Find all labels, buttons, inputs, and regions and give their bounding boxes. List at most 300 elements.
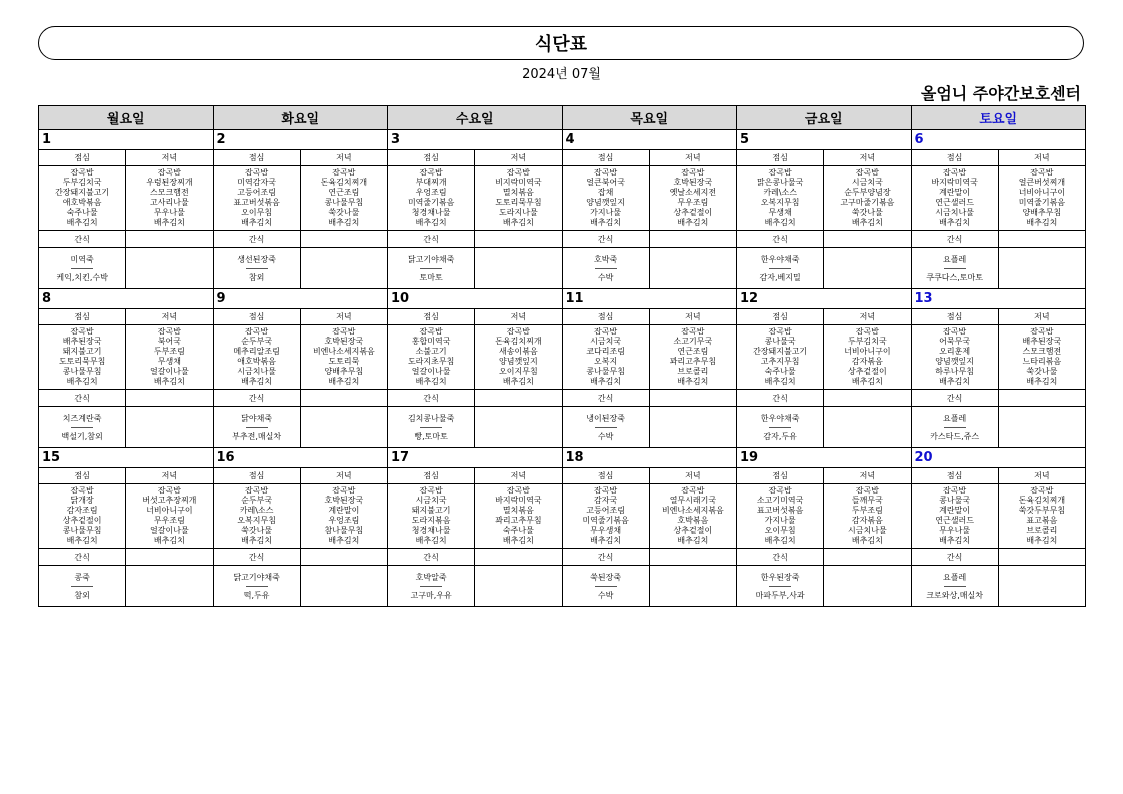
menu-item: 시금치국 bbox=[851, 178, 883, 187]
dinner-menu bbox=[998, 166, 1085, 231]
dinner-label: 저녁 bbox=[649, 309, 736, 325]
dinner-label: 저녁 bbox=[300, 150, 387, 166]
menu-item: 오복지무침 bbox=[760, 198, 800, 207]
menu-item: 비지락미역국 bbox=[495, 178, 542, 187]
menu-item: 브로콜리 bbox=[677, 367, 709, 376]
menu-item: 배추김치 bbox=[502, 377, 534, 386]
dinner-menu bbox=[824, 484, 911, 549]
menu-item: 잡곡밥 bbox=[419, 327, 443, 336]
center-name: 올엄니 주야간보호센터 bbox=[920, 84, 1081, 103]
snack-item: 치즈계란죽 bbox=[62, 413, 102, 423]
menu-item: 오이무침 bbox=[764, 526, 796, 535]
lunch-label: 점심 bbox=[213, 150, 300, 166]
meal-label-row bbox=[39, 150, 1086, 166]
snack-item: 수박 bbox=[597, 431, 614, 441]
menu-item: 돼지불고기 bbox=[411, 506, 451, 515]
menu-item: 소불고기 bbox=[415, 347, 447, 356]
menu-item: 계란말이 bbox=[939, 506, 971, 515]
menu-item: 얼갈이나물 bbox=[150, 526, 189, 535]
snack-label: 간식 bbox=[388, 390, 475, 407]
date-number: 1 bbox=[39, 130, 214, 150]
lunch-label: 점심 bbox=[39, 468, 126, 484]
menu-item: 순두부국 bbox=[241, 337, 273, 346]
menu-item: 소고기미역국 bbox=[756, 496, 804, 505]
lunch-label: 점심 bbox=[213, 468, 300, 484]
menu-item: 잡곡밥 bbox=[768, 486, 792, 495]
snack-divider bbox=[769, 268, 791, 269]
menu-item: 카레\소스 bbox=[763, 188, 797, 197]
snack-empty bbox=[300, 407, 387, 448]
menu-item: 숙주나물 bbox=[66, 208, 98, 217]
dinner-label: 저녁 bbox=[300, 468, 387, 484]
lunch-label: 점심 bbox=[911, 309, 998, 325]
menu-item: 청경채나물 bbox=[411, 208, 451, 217]
menu-item: 계란말이 bbox=[939, 188, 971, 197]
menu-item: 고사리나물 bbox=[150, 198, 189, 207]
dinner-menu bbox=[824, 325, 911, 390]
menu-item: 배추김치 bbox=[153, 536, 185, 545]
menu-item: 가지나물 bbox=[764, 516, 796, 525]
menu-item: 표고볶음 bbox=[1026, 516, 1058, 525]
snack-label: 간식 bbox=[911, 231, 998, 248]
menu-item: 콩나물무침 bbox=[62, 526, 102, 535]
menu-item: 꽈리고추무침 bbox=[495, 516, 542, 525]
menu-item: 배추김치 bbox=[328, 218, 360, 227]
menu-item: 잡곡밥 bbox=[855, 486, 879, 495]
lunch-menu bbox=[213, 166, 300, 231]
weekday-wednesday: 수요일 bbox=[388, 106, 563, 130]
snack-divider bbox=[420, 268, 442, 269]
lunch-label: 점심 bbox=[388, 309, 475, 325]
snack-item: 수박 bbox=[597, 272, 614, 282]
menu-item: 콩나물무침 bbox=[586, 367, 625, 376]
menu-item: 북어국 bbox=[157, 337, 181, 346]
dinner-label: 저녁 bbox=[126, 468, 213, 484]
lunch-menu bbox=[39, 484, 126, 549]
menu-item: 잡곡밥 bbox=[943, 168, 967, 177]
menu-item: 호박된장국 bbox=[324, 496, 364, 505]
menu-item: 잡곡밥 bbox=[594, 486, 618, 495]
menu-item: 돈육김치찌개 bbox=[1018, 496, 1066, 505]
lunch-label: 점심 bbox=[39, 150, 126, 166]
weekday-header-row bbox=[39, 106, 1086, 130]
menu-item: 꽈리고추무침 bbox=[669, 357, 717, 366]
snack-menu bbox=[562, 407, 649, 448]
snack-label-empty bbox=[300, 390, 387, 407]
snack-item: 한우야채죽 bbox=[760, 413, 800, 423]
lunch-menu bbox=[388, 484, 475, 549]
snack-item: 크로와상,매실차 bbox=[926, 590, 983, 600]
menu-item: 잡곡밥 bbox=[506, 168, 530, 177]
menu-row bbox=[39, 484, 1086, 549]
dinner-label: 저녁 bbox=[998, 309, 1085, 325]
snack-label-empty bbox=[475, 390, 562, 407]
snack-item: 마파두부,사과 bbox=[755, 590, 805, 600]
page-title bbox=[38, 26, 1084, 60]
snack-item: 감자,베지밀 bbox=[759, 272, 801, 282]
snack-item: 닭고기야채죽 bbox=[407, 254, 455, 264]
menu-item: 도라지나물 bbox=[499, 208, 538, 217]
week-date-row bbox=[39, 289, 1086, 309]
menu-item: 연근샐러드 bbox=[935, 198, 974, 207]
menu-item: 배추김치 bbox=[851, 218, 883, 227]
lunch-menu bbox=[388, 325, 475, 390]
menu-item: 멸치볶음 bbox=[502, 506, 534, 515]
snack-label-empty bbox=[998, 549, 1085, 566]
snack-label: 간식 bbox=[737, 231, 824, 248]
menu-item: 무우조림 bbox=[153, 516, 185, 525]
snack-item: 참외 bbox=[248, 272, 265, 282]
weekday-saturday: 토요일 bbox=[911, 106, 1086, 130]
menu-item: 감자볶음 bbox=[851, 516, 883, 525]
snack-item: 요플레 bbox=[943, 413, 967, 423]
menu-item: 잡곡밥 bbox=[157, 327, 181, 336]
lunch-menu bbox=[213, 325, 300, 390]
menu-item: 잡곡밥 bbox=[681, 327, 705, 336]
menu-item: 호박볶음 bbox=[677, 516, 709, 525]
menu-item: 오리훈제 bbox=[939, 347, 971, 356]
snack-item: 요플레 bbox=[943, 254, 967, 264]
menu-item: 순두부국 bbox=[241, 496, 273, 505]
menu-item: 배추김치 bbox=[851, 377, 883, 386]
snack-divider bbox=[71, 268, 93, 269]
snack-item: 수박 bbox=[597, 590, 614, 600]
snack-empty bbox=[475, 248, 562, 289]
snack-menu bbox=[388, 407, 475, 448]
lunch-menu bbox=[911, 166, 998, 231]
snack-empty bbox=[998, 566, 1085, 607]
snack-divider bbox=[71, 427, 93, 428]
menu-item: 배추김치 bbox=[415, 218, 447, 227]
menu-item: 무생채 bbox=[157, 357, 181, 366]
snack-item: 쑥된장죽 bbox=[590, 572, 622, 582]
menu-item: 잡곡밥 bbox=[245, 168, 269, 177]
snack-item: 요플레 bbox=[943, 572, 967, 582]
menu-item: 배추김치 bbox=[764, 218, 796, 227]
snack-item: 빵,토마토 bbox=[414, 431, 448, 441]
menu-item: 잡곡밥 bbox=[157, 486, 181, 495]
lunch-label: 점심 bbox=[562, 468, 649, 484]
menu-item: 얼갈이나물 bbox=[411, 367, 451, 376]
menu-item: 잡곡밥 bbox=[70, 486, 94, 495]
menu-item: 간장돼지불고기 bbox=[55, 188, 110, 197]
menu-item: 바지락미역국 bbox=[931, 178, 978, 187]
snack-menu bbox=[39, 566, 126, 607]
lunch-label: 점심 bbox=[388, 150, 475, 166]
lunch-menu bbox=[737, 166, 824, 231]
menu-item: 잡곡밥 bbox=[768, 168, 792, 177]
menu-item: 오복지 bbox=[594, 357, 618, 366]
menu-item: 두부김치국 bbox=[62, 178, 102, 187]
menu-item: 배추김치 bbox=[66, 218, 98, 227]
snack-item: 냉이된장죽 bbox=[586, 413, 625, 423]
menu-item: 잡곡밥 bbox=[332, 327, 356, 336]
snack-menu bbox=[562, 248, 649, 289]
menu-item: 느타리볶음 bbox=[1022, 357, 1062, 366]
menu-item: 배추김치 bbox=[153, 218, 185, 227]
snack-label-empty bbox=[300, 549, 387, 566]
lunch-label: 점심 bbox=[911, 468, 998, 484]
snack-item: 생선된장죽 bbox=[237, 254, 276, 264]
snack-label-empty bbox=[475, 549, 562, 566]
snack-divider bbox=[595, 427, 617, 428]
menu-item: 배추김치 bbox=[764, 377, 796, 386]
menu-item: 쑥갓나물 bbox=[328, 208, 360, 217]
snack-item: 한우야채죽 bbox=[760, 254, 800, 264]
snack-item: 케익,치킨,수박 bbox=[56, 272, 108, 282]
menu-item: 상추겉절이 bbox=[848, 367, 887, 376]
menu-item: 애호박볶음 bbox=[237, 357, 276, 366]
menu-item: 도라지초무침 bbox=[407, 357, 455, 366]
date-number: 20 bbox=[911, 448, 1086, 468]
snack-empty bbox=[475, 566, 562, 607]
weekday-tuesday: 화요일 bbox=[213, 106, 388, 130]
snack-divider bbox=[769, 586, 791, 587]
date-number: 16 bbox=[213, 448, 388, 468]
menu-item: 돈육김치찌개 bbox=[495, 337, 542, 346]
lunch-menu bbox=[39, 325, 126, 390]
snack-empty bbox=[475, 407, 562, 448]
menu-item: 배추김치 bbox=[1026, 536, 1058, 545]
menu-item: 시금치나물 bbox=[848, 526, 887, 535]
menu-item: 배추김치 bbox=[590, 218, 622, 227]
menu-item: 얼큰북어국 bbox=[586, 178, 625, 187]
menu-item: 배추김치 bbox=[328, 536, 360, 545]
menu-item: 무우생채 bbox=[590, 526, 622, 535]
menu-item: 배추김치 bbox=[1026, 377, 1058, 386]
dinner-label: 저녁 bbox=[126, 150, 213, 166]
snack-item: 카스타드,쥬스 bbox=[930, 431, 980, 441]
dinner-menu bbox=[475, 325, 562, 390]
menu-item: 간장돼지불고기 bbox=[753, 347, 808, 356]
dinner-label: 저녁 bbox=[649, 150, 736, 166]
snack-label-empty bbox=[126, 390, 213, 407]
menu-item: 배추김치 bbox=[502, 218, 534, 227]
menu-item: 연근조림 bbox=[328, 188, 360, 197]
menu-item: 코다리조림 bbox=[586, 347, 625, 356]
dinner-menu bbox=[300, 484, 387, 549]
snack-menu bbox=[388, 248, 475, 289]
dinner-menu bbox=[649, 325, 736, 390]
meal-calendar-table bbox=[38, 105, 1086, 607]
menu-item: 양배추무침 bbox=[324, 367, 364, 376]
snack-menu bbox=[39, 407, 126, 448]
dinner-menu bbox=[475, 166, 562, 231]
menu-item: 표고버섯볶음 bbox=[756, 506, 804, 515]
snack-label-row bbox=[39, 231, 1086, 248]
dinner-menu bbox=[649, 484, 736, 549]
lunch-menu bbox=[737, 325, 824, 390]
snack-label-empty bbox=[824, 390, 911, 407]
dinner-menu bbox=[998, 484, 1085, 549]
snack-empty bbox=[824, 248, 911, 289]
menu-item: 비엔나소세지볶음 bbox=[312, 347, 375, 356]
snack-label-empty bbox=[126, 231, 213, 248]
week-date-row bbox=[39, 130, 1086, 150]
dinner-label: 저녁 bbox=[649, 468, 736, 484]
date-number: 3 bbox=[388, 130, 563, 150]
snack-divider bbox=[246, 586, 268, 587]
menu-row bbox=[39, 166, 1086, 231]
menu-item: 잡곡밥 bbox=[681, 486, 705, 495]
menu-item: 부대찌개 bbox=[415, 178, 447, 187]
snack-label-empty bbox=[649, 390, 736, 407]
snack-menu bbox=[737, 248, 824, 289]
menu-item: 버섯고추장찌개 bbox=[142, 496, 197, 505]
menu-item: 카레\소스 bbox=[239, 506, 274, 515]
menu-item: 배추김치 bbox=[241, 536, 273, 545]
snack-empty bbox=[126, 248, 213, 289]
snack-item: 호박죽 bbox=[594, 254, 618, 264]
snack-divider bbox=[420, 586, 442, 587]
dinner-menu bbox=[126, 166, 213, 231]
date-number: 18 bbox=[562, 448, 737, 468]
dinner-label: 저녁 bbox=[824, 309, 911, 325]
menu-item: 배추김치 bbox=[153, 377, 185, 386]
menu-item: 잡곡밥 bbox=[1030, 168, 1054, 177]
snack-empty bbox=[300, 248, 387, 289]
snack-menu bbox=[213, 566, 300, 607]
lunch-menu bbox=[213, 484, 300, 549]
snack-label-row bbox=[39, 549, 1086, 566]
date-number: 19 bbox=[737, 448, 912, 468]
menu-item: 잡곡밥 bbox=[943, 486, 967, 495]
menu-item: 어묵무국 bbox=[939, 337, 971, 346]
menu-item: 배추김치 bbox=[677, 536, 709, 545]
menu-item: 배추김치 bbox=[590, 536, 622, 545]
menu-item: 호박된장국 bbox=[324, 337, 364, 346]
snack-divider bbox=[595, 586, 617, 587]
snack-empty bbox=[649, 248, 736, 289]
snack-divider bbox=[595, 268, 617, 269]
snack-label: 간식 bbox=[388, 231, 475, 248]
menu-item: 무우나물 bbox=[153, 208, 185, 217]
menu-item: 미역감자국 bbox=[237, 178, 276, 187]
dinner-label: 저녁 bbox=[998, 150, 1085, 166]
dinner-menu bbox=[126, 325, 213, 390]
snack-label: 간식 bbox=[562, 390, 649, 407]
menu-item: 잡곡밥 bbox=[70, 168, 94, 177]
lunch-label: 점심 bbox=[737, 309, 824, 325]
menu-item: 상추겉절이 bbox=[62, 516, 102, 525]
snack-item: 닭야채죽 bbox=[241, 413, 273, 423]
menu-item: 옛날소세지전 bbox=[669, 188, 717, 197]
snack-menu bbox=[388, 566, 475, 607]
menu-item: 상추겉절이 bbox=[673, 208, 713, 217]
title-text: 식단표 bbox=[534, 34, 588, 55]
menu-item: 잡곡밥 bbox=[419, 168, 443, 177]
menu-item: 돼지불고기 bbox=[62, 347, 102, 356]
lunch-menu bbox=[562, 484, 649, 549]
menu-item: 쑥갓나물 bbox=[241, 526, 273, 535]
snack-item: 쿠쿠다스,토마토 bbox=[926, 272, 983, 282]
menu-item: 우엉조림 bbox=[415, 188, 447, 197]
menu-item: 우엉조림 bbox=[328, 516, 360, 525]
menu-item: 잡곡밥 bbox=[594, 327, 618, 336]
snack-divider bbox=[246, 427, 268, 428]
date-number: 15 bbox=[39, 448, 214, 468]
menu-item: 바지락미역국 bbox=[495, 496, 542, 505]
dinner-label: 저녁 bbox=[475, 150, 562, 166]
snack-empty bbox=[824, 566, 911, 607]
menu-row bbox=[39, 325, 1086, 390]
snack-empty bbox=[824, 407, 911, 448]
menu-item: 고추지무침 bbox=[760, 357, 800, 366]
dinner-menu bbox=[300, 166, 387, 231]
menu-item: 계란말이 bbox=[328, 506, 360, 515]
menu-item: 배추김치 bbox=[939, 536, 971, 545]
snack-menu bbox=[737, 566, 824, 607]
dinner-label: 저녁 bbox=[126, 309, 213, 325]
lunch-menu bbox=[562, 166, 649, 231]
snack-item: 고구마,우유 bbox=[410, 590, 452, 600]
snack-divider bbox=[944, 427, 966, 428]
dinner-menu bbox=[126, 484, 213, 549]
snack-empty bbox=[998, 407, 1085, 448]
snack-label-row bbox=[39, 390, 1086, 407]
snack-empty bbox=[126, 566, 213, 607]
menu-item: 배추김치 bbox=[590, 377, 622, 386]
snack-menu bbox=[213, 248, 300, 289]
menu-item: 두부조림 bbox=[153, 347, 185, 356]
menu-item: 배추김치 bbox=[764, 536, 796, 545]
menu-item: 쑥갓두부무침 bbox=[1018, 506, 1066, 515]
snack-empty bbox=[126, 407, 213, 448]
snack-item: 콩죽 bbox=[74, 572, 90, 582]
menu-item: 콩나물무침 bbox=[324, 198, 364, 207]
menu-item: 양념깻잎지 bbox=[935, 357, 974, 366]
date-number: 17 bbox=[388, 448, 563, 468]
menu-item: 새송이볶음 bbox=[499, 347, 538, 356]
menu-item: 청경채나물 bbox=[411, 526, 451, 535]
snack-empty bbox=[649, 407, 736, 448]
menu-item: 잡곡밥 bbox=[419, 486, 443, 495]
menu-item: 잡곡밥 bbox=[1030, 327, 1054, 336]
menu-item: 시금치국 bbox=[415, 496, 447, 505]
date-number: 6 bbox=[911, 130, 1086, 150]
snack-item: 떡,두유 bbox=[243, 590, 270, 600]
menu-item: 오복지무침 bbox=[237, 516, 276, 525]
snack-item: 토마토 bbox=[419, 272, 443, 282]
menu-item: 잡곡밥 bbox=[245, 327, 269, 336]
menu-item: 미역줄기볶음 bbox=[1018, 198, 1066, 207]
lunch-label: 점심 bbox=[562, 150, 649, 166]
menu-item: 잡곡밥 bbox=[332, 168, 356, 177]
menu-item: 참나물무침 bbox=[324, 526, 364, 535]
menu-item: 배추김치 bbox=[66, 377, 98, 386]
meal-label-row bbox=[39, 309, 1086, 325]
menu-item: 감자조림 bbox=[66, 506, 98, 515]
lunch-menu bbox=[911, 325, 998, 390]
menu-item: 도토리묵 bbox=[328, 357, 360, 366]
snack-label-empty bbox=[998, 390, 1085, 407]
date-number: 9 bbox=[213, 289, 388, 309]
snack-label-empty bbox=[998, 231, 1085, 248]
snack-label: 간식 bbox=[213, 231, 300, 248]
dinner-label: 저녁 bbox=[998, 468, 1085, 484]
menu-item: 얼큰버섯찌개 bbox=[1018, 178, 1066, 187]
menu-item: 스모크햄전 bbox=[150, 188, 189, 197]
lunch-label: 점심 bbox=[911, 150, 998, 166]
snack-label-empty bbox=[649, 231, 736, 248]
dinner-label: 저녁 bbox=[475, 309, 562, 325]
snack-label-empty bbox=[126, 549, 213, 566]
menu-item: 무우나물 bbox=[939, 526, 971, 535]
snack-label: 간식 bbox=[562, 231, 649, 248]
snack-label: 간식 bbox=[911, 390, 998, 407]
menu-item: 호박된장국 bbox=[673, 178, 713, 187]
menu-item: 상추겉절이 bbox=[673, 526, 713, 535]
